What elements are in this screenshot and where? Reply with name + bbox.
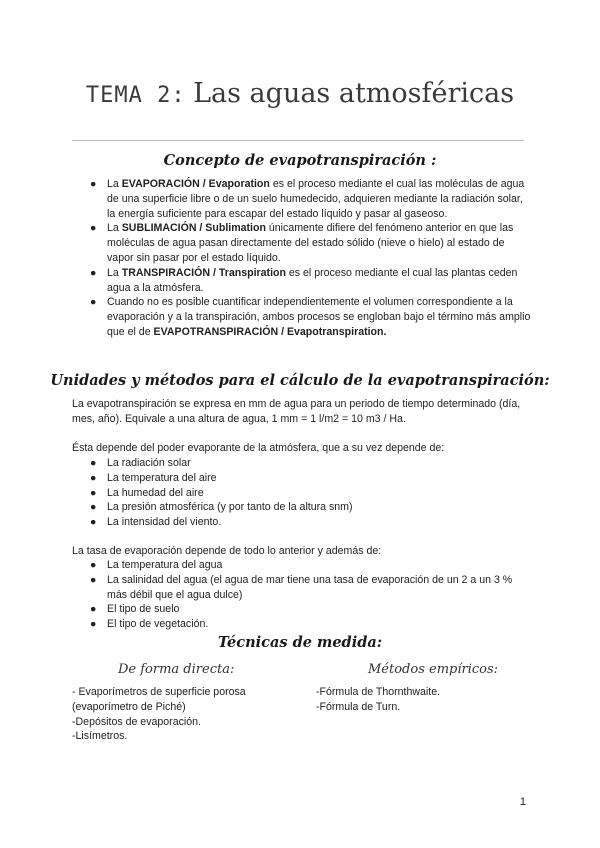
list-item xyxy=(72,617,532,632)
bullet-icon: ● xyxy=(90,486,97,499)
bullet-icon: ● xyxy=(90,457,97,469)
item-lead: La xyxy=(107,222,122,235)
item-lead: La xyxy=(107,178,122,190)
item-text: La radiación solar xyxy=(107,457,191,469)
list-item xyxy=(72,515,532,530)
title-main: Las aguas atmosféricas xyxy=(193,78,515,109)
page-number: 1 xyxy=(519,796,526,808)
list-line: -Depósitos de evaporación. xyxy=(72,715,201,728)
item-text: La salinidad del agua (el agua de mar tiene una tasa de evaporación de un 2 a un 3 % más débil que el agua dulce) xyxy=(107,573,513,601)
item-text: La intensidad del viento. xyxy=(107,516,222,529)
list-item xyxy=(72,266,532,296)
list-line: (evaporímetro de Piché) xyxy=(72,700,186,713)
item-text: Cuando no es posible cuantificar independientemente el volumen correspondiente a la evaporación y a la transpiración, ambos procesos se engloban bajo el término más amplio que el de xyxy=(107,296,531,338)
evaporation-list xyxy=(72,558,532,632)
list-item xyxy=(72,295,532,339)
direct-methods-list xyxy=(72,685,302,744)
direct-methods-heading: De forma directa: xyxy=(118,662,235,677)
list-line: - Evaporímetros de superficie porosa xyxy=(72,686,246,698)
list-item xyxy=(72,471,532,486)
title-divider xyxy=(72,140,524,141)
factors-list xyxy=(72,456,532,530)
item-lead: La xyxy=(107,266,122,279)
bullet-icon: ● xyxy=(90,516,97,529)
item-text: La humedad del aire xyxy=(107,486,204,499)
item-text: El tipo de vegetación. xyxy=(107,618,209,631)
list-item xyxy=(72,456,532,471)
item-text: La temperatura del aire xyxy=(107,471,217,484)
bullet-icon: ● xyxy=(90,559,97,571)
section1-heading: Concepto de evapotranspiración : xyxy=(163,152,437,169)
list-item xyxy=(72,500,532,515)
bullet-icon: ● xyxy=(90,573,97,586)
list-item xyxy=(72,486,532,501)
bullet-icon: ● xyxy=(90,178,97,190)
bullet-icon: ● xyxy=(90,618,97,631)
item-text: El tipo de suelo xyxy=(107,603,180,616)
bullet-icon: ● xyxy=(90,296,97,309)
title-prefix: TEMA 2: xyxy=(85,83,186,108)
item-text: La temperatura del agua xyxy=(107,559,223,571)
list-item xyxy=(72,558,532,573)
list-line: -Lisímetros. xyxy=(72,730,128,743)
bullet-icon: ● xyxy=(90,501,97,514)
paragraph: La evapotranspiración se expresa en mm de agua para un periodo de tiempo determinado (día, mes, año). Equivale a una altura de agua, 1 mm = 1 l/m2 = 10 m3 / Ha. xyxy=(72,398,521,425)
item-text: La presión atmosférica (y por tanto de la altura snm) xyxy=(107,501,353,514)
bullet-icon: ● xyxy=(90,603,97,616)
item-term: EVAPOTRANSPIRACIÓN / Evapotranspiration. xyxy=(153,325,387,338)
item-text: es el proceso mediante el cual las plantas ceden agua a la atmósfera. xyxy=(107,266,518,294)
page-title xyxy=(0,78,600,109)
list-item xyxy=(72,221,532,265)
item-term: EVAPORACIÓN / Evaporation xyxy=(121,178,270,190)
section1-list xyxy=(72,177,532,340)
item-text: únicamente difiere del fenómeno anterior en que las moléculas de agua pasan directamente del estado sólido (nieve o hielo) al estado de vapor sin pasar por el estado líquido. xyxy=(107,222,514,264)
item-term: TRANSPIRACIÓN / Transpiration xyxy=(121,266,286,279)
paragraph: Ésta depende del poder evaporante de la atmósfera, que a su vez depende de: xyxy=(72,442,445,454)
bullet-icon: ● xyxy=(90,471,97,484)
item-text: es el proceso mediante el cual las moléculas de agua de una superficie libre o de un suelo humedecido, adquieren mediante la radiación solar, la energía suficiente para escapar del estado líquido y pasar al gaseoso. xyxy=(107,178,525,220)
section3-heading: Técnicas de medida: xyxy=(217,634,383,651)
section2-heading: Unidades y métodos para el cálculo de la evapotranspiración: xyxy=(50,372,550,389)
paragraph: La tasa de evaporación depende de todo lo anterior y además de: xyxy=(72,545,382,557)
item-term: SUBLIMACIÓN / Sublimation xyxy=(121,222,266,235)
list-item xyxy=(72,177,532,221)
list-item xyxy=(72,602,532,617)
bullet-icon: ● xyxy=(90,266,97,279)
list-item xyxy=(72,573,532,603)
empirical-methods-heading: Métodos empíricos: xyxy=(368,662,499,677)
empirical-methods-list xyxy=(316,685,526,715)
list-line: -Fórmula de Thornthwaite. xyxy=(316,686,441,698)
list-line: -Fórmula de Turn. xyxy=(316,700,401,713)
bullet-icon: ● xyxy=(90,222,97,235)
